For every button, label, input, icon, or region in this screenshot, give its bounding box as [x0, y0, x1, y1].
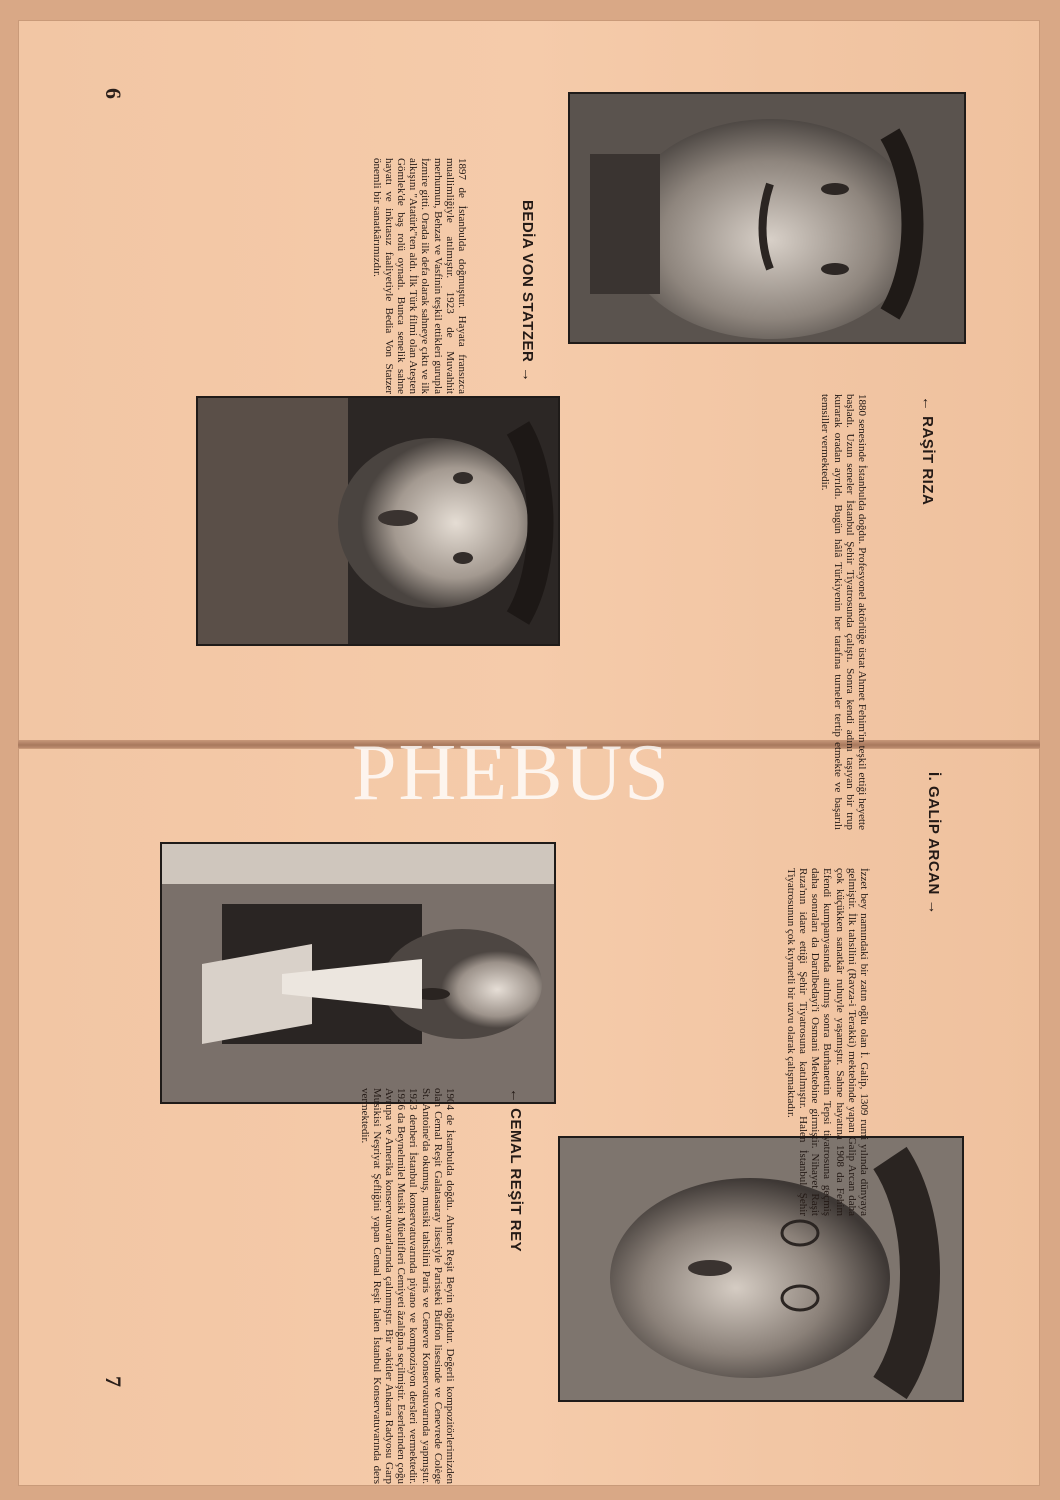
rasit-riza-photo	[568, 92, 966, 344]
bedia-von-statzer-bio: 1897 de İstanbulda doğmuştur. Hayata fransızca muallimliğiyle atılmıştır. 1923 de Muvahhit merhumun, Behzat ve Vasfinin teşkil ettikleri gurupla İzmire gitti. Orada ilk defa olarak sahneye çıktı ve ilk alkışını "Atatürk"ten aldı. İlk Türk filmi olan Ateşten Gömlek'de baş rolü oynadı. Bunca senelik sahne hayatı ve inkıtasız faaliyetiyle Bedia Von Statzer önemli bir sanatkârımızdır.	[370, 158, 468, 394]
cemal-resit-rey-photo	[160, 842, 556, 1104]
rasit-riza-heading: ← RAŞİT RIZA	[919, 396, 936, 506]
galip-arcan-bio: İzzet bey namındaki bir zatın oğlu olan İ. Galip, 1309 rumi yılında dünyaya gelmiştir. İlk tahsilini (Ravza-i Terakki) mektebinde yapan Galip Arcan daha çok küçükken sanatkâr ruhuyle yaşamıştır. Sahne hayatına 1908 da Fehim Efendi kumpanyasında atılmış sonra Burhanettin Tepsi tiyatrosuna geçmiş daha sonraları da Darülbedayi'i Osmani Mektebine girmiştir. Nihayet Raşit Rıza'nın idare ettiği Şehir Tiyatrosuna katılmıştır. Halen İstanbul Şehir Tiyatrosunun çok kıymetli bir uzvu olarak çalışmaktadır.	[784, 868, 870, 1216]
galip-arcan-heading: İ. GALİP ARCAN →	[925, 772, 942, 916]
cemal-resit-rey-heading: ← CEMAL REŞİT REY	[507, 1088, 524, 1253]
rasit-riza-bio: 1880 senesinde İstanbulda doğdu. Profesyonel aktörlüğe üstat Ahmet Fehim'in teşkil ettiği heyette başladı. Uzun seneler İstanbul Şehir Tiyatrosunda çalıştı. Sonra kendi adını taşıyan bir trup kurarak oradan ayrıldı. Bugün hâlâ Türkiyenin her tarafına turneler tertip etmekte ve başarılı temsiller vermektedir.	[819, 394, 868, 830]
cemal-resit-rey-bio: 1904 de İstanbulda doğdu. Ahmet Reşit Beyin oğludur. Değerli kompozitörlerimizden olan Cemal Reşit Galatasaray lisesiyle Paristeki Buffon lisesinde ve Cenevrede Colège St. Antoine'da okumuş, musiki tahsilini Paris ve Cenevre Konservatuvarında yapmıştır. 1923 denberi İstanbul konservatuvarında piyano ve kompozisyon dersleri vermektedir. 1926 da Beynelmilel Musiki Müellifleri Cemiyeti âzalığına seçilmiştir. Eserlerinden çoğu Avrupa ve Amerika konservatuvarlarında çalınmıştır. Bir vakitler Ankara Radyosu Garp Musikisi Neşriyat Şefliğini yapan Cemal Reşit halen İstanbul Konservatuvarında ders vermektedir.	[358, 1088, 456, 1484]
phebus-watermark: PHEBUS	[352, 729, 671, 817]
bedia-von-statzer-photo	[196, 396, 560, 646]
page-number-6: 6	[101, 88, 126, 99]
galip-arcan-photo	[558, 1136, 964, 1402]
page-number-7: 7	[101, 1376, 126, 1387]
bedia-von-statzer-heading: BEDİA VON STATZER →	[519, 200, 536, 383]
